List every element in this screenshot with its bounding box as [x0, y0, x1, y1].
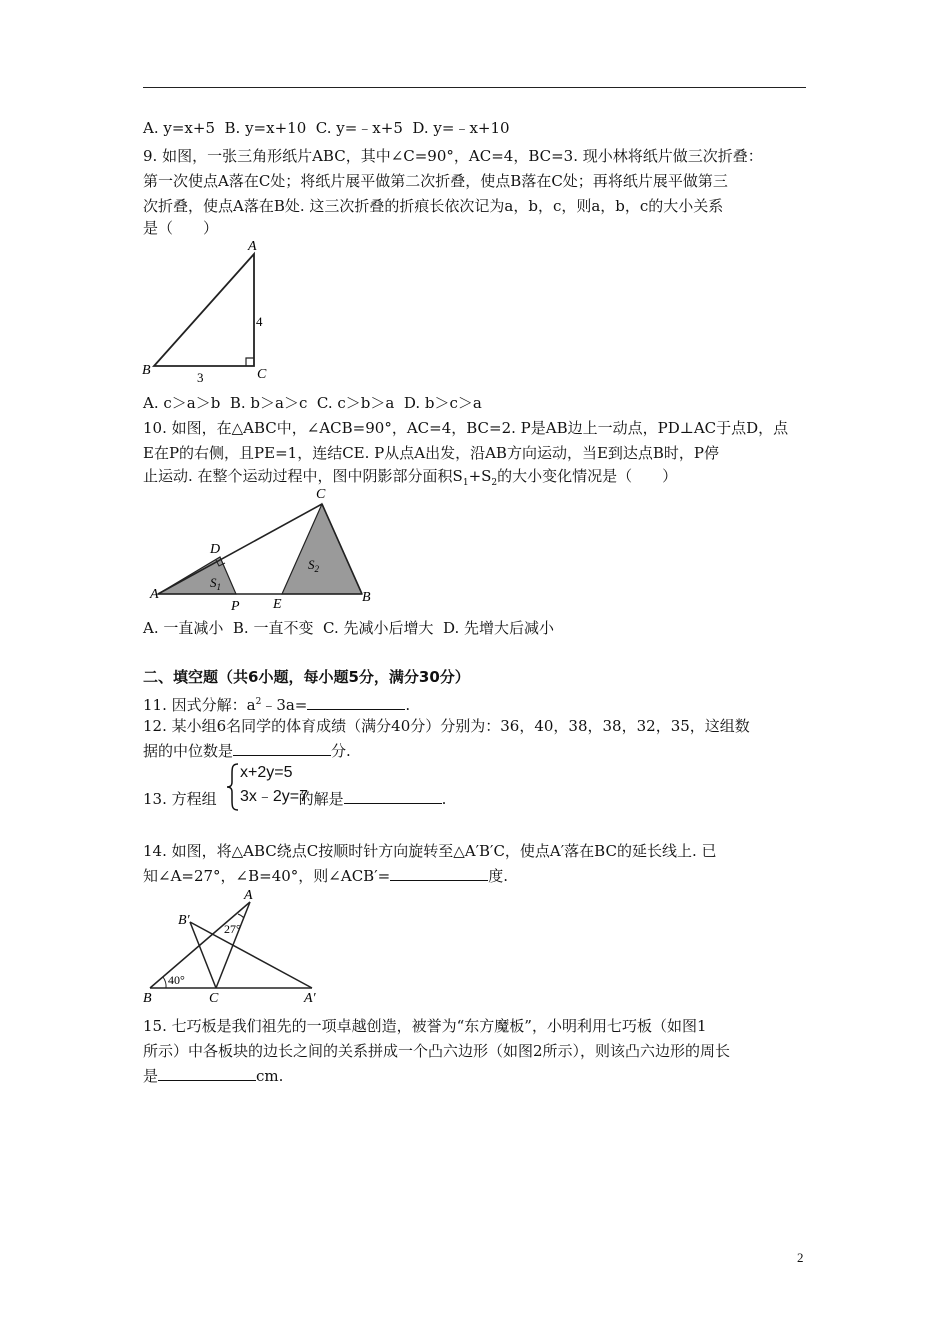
q14-answer-blank[interactable] — [390, 866, 488, 881]
q10-label-c: C — [316, 487, 326, 502]
q10-sub-1: 1 — [462, 478, 469, 488]
q10-label-p: P — [231, 599, 240, 614]
q10-options: A. 一直减小 B. 一直不变 C. 先减小后增大 D. 先增大后减小 — [143, 619, 555, 637]
q14-line-2 — [143, 866, 508, 886]
q13-end: . — [441, 790, 447, 808]
q9-triangle-figure — [140, 236, 280, 386]
q11-post: ﹣3a= — [261, 696, 308, 714]
q13-line — [143, 789, 446, 809]
page-number: 2 — [797, 1250, 804, 1265]
q11-line — [143, 692, 410, 715]
q10-line-3-post: 的大小变化情况是（ ） — [497, 467, 678, 485]
q14-angle-27: 27° — [224, 922, 241, 936]
q10-line-2: E在P的右侧，且PE=1，连结CE. P从点A出发，沿AB方向运动，当E到达点B时，P停 — [143, 444, 720, 462]
q10-line-3-pre: 止运动. 在整个运动过程中，图中阴影部分面积S — [143, 467, 463, 485]
q13-equation-2: 3x﹣2y=7 — [240, 788, 309, 805]
section-2-title: 二、填空题（共6小题，每小题5分，满分30分） — [143, 668, 470, 686]
q12-line-1: 12. 某小组6名同学的体育成绩（满分40分）分别为：36，40，38，38，32，35，这组数 — [143, 717, 750, 735]
q13-pre: 13. 方程组 — [143, 790, 217, 808]
q15-line-3 — [143, 1066, 283, 1086]
q9-side-bc: 3 — [197, 370, 204, 385]
q9-line-1: 9. 如图，一张三角形纸片ABC，其中∠C=90°，AC=4，BC=3. 现小林将纸片做三次折叠： — [143, 147, 763, 165]
q10-line-3-mid: +S — [468, 467, 492, 485]
q15-answer-blank[interactable] — [158, 1066, 256, 1081]
q10-label-a: A — [150, 587, 159, 602]
q15-line-1: 15. 七巧板是我们祖先的一项卓越创造，被誉为“东方魔板”，小明利用七巧板（如图1 — [143, 1017, 707, 1035]
q10-line-1: 10. 如图，在△ABC中，∠ACB=90°，AC=4，BC=2. P是AB边上一动点，PD⊥AC于点D，点 — [143, 419, 789, 437]
q15-post: cm. — [256, 1067, 284, 1085]
q9-label-c: C — [257, 367, 267, 382]
q12-answer-blank[interactable] — [233, 741, 331, 756]
q14-pre: 知∠A=27°，∠B=40°，则∠ACB′= — [143, 867, 391, 885]
q9-line-4: 是（ ） — [143, 219, 219, 237]
q13-equation-1: x+2y=5 — [240, 764, 293, 781]
q14-label-a-prime: A′ — [304, 991, 316, 1006]
q10-label-e: E — [273, 597, 282, 612]
q10-label-d: D — [210, 542, 221, 557]
q15-line-2: 所示）中各板块的边长之间的关系拼成一个凸六边形（如图2所示），则该凸六边形的周长 — [143, 1042, 731, 1060]
q12-line-2 — [143, 741, 351, 761]
q14-label-b-prime: B′ — [178, 913, 190, 928]
q14-angle-40: 40° — [168, 973, 185, 987]
q15-pre: 是 — [143, 1067, 159, 1085]
q14-label-a: A — [244, 888, 253, 903]
q9-label-a: A — [248, 239, 257, 254]
q10-s1-letter: S — [210, 575, 217, 590]
q12-post: 分. — [331, 742, 351, 760]
q9-options: A. c＞a＞b B. b＞a＞c C. c＞b＞a D. b＞c＞a — [143, 394, 482, 412]
q10-sub-2: 2 — [491, 478, 498, 488]
q14-label-b: B — [143, 991, 152, 1006]
q10-s2-letter: S — [308, 557, 315, 572]
q8-options: A. y=x+5 B. y=x+10 C. y=﹣x+5 D. y=﹣x+10 — [143, 119, 510, 137]
q10-s1-sub: 1 — [216, 582, 221, 592]
q9-side-ac: 4 — [256, 314, 263, 329]
q10-label-b: B — [362, 590, 371, 605]
q11-pre: 11. 因式分解：a — [143, 696, 256, 714]
q11-sup: 2 — [255, 697, 262, 707]
q9-label-b: B — [142, 363, 151, 378]
q10-s2-sub: 2 — [314, 564, 319, 574]
q14-rotation-figure — [140, 884, 340, 1006]
header-rule — [143, 87, 806, 88]
q10-triangle-figure — [140, 484, 380, 614]
q12-pre: 据的中位数是 — [143, 742, 234, 760]
q11-answer-blank[interactable] — [307, 695, 405, 710]
q13-post: 的解是 — [298, 790, 344, 808]
q14-label-c: C — [209, 991, 219, 1006]
q14-line-1: 14. 如图，将△ABC绕点C按顺时针方向旋转至△A′B′C，使点A′落在BC的延长线上. 已 — [143, 842, 717, 860]
q13-answer-blank[interactable] — [344, 789, 442, 804]
q9-line-3: 次折叠，使点A落在B处. 这三次折叠的折痕长依次记为a，b，c，则a，b，c的大小关系 — [143, 197, 724, 215]
q9-line-2: 第一次使点A落在C处；将纸片展平做第二次折叠，使点B落在C处；再将纸片展平做第三 — [143, 172, 728, 190]
q14-post: 度. — [488, 867, 508, 885]
q11-end: . — [405, 696, 411, 714]
